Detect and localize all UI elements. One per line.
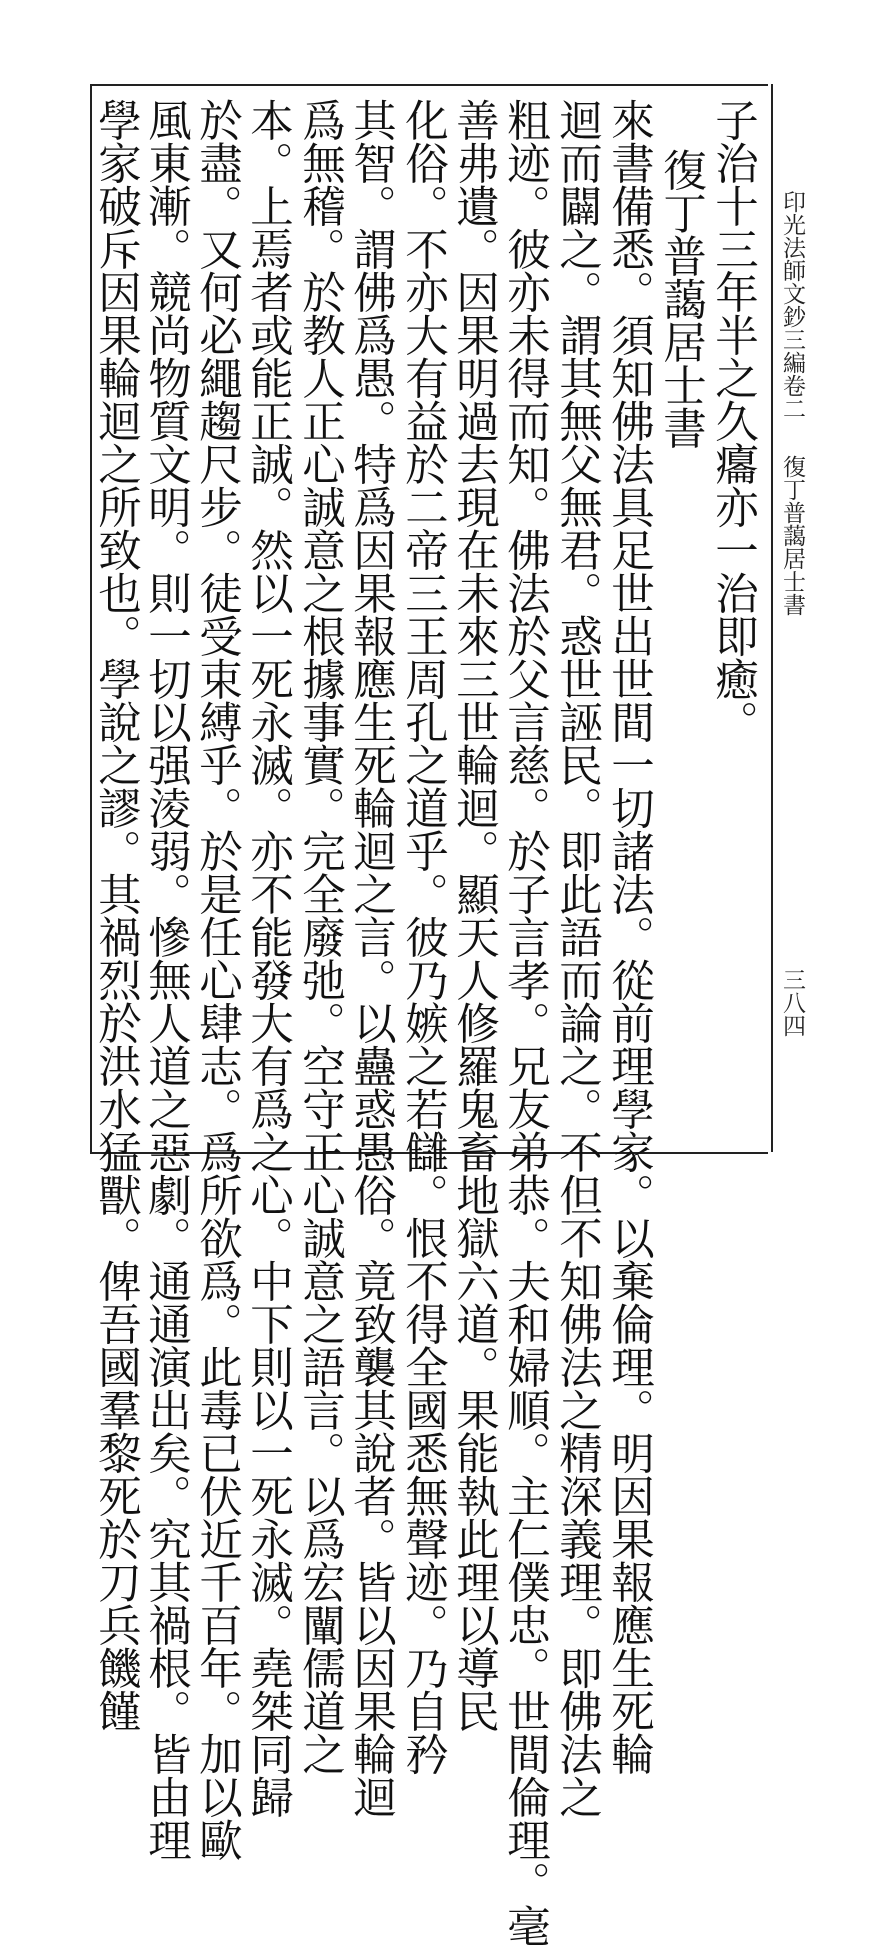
text-column-6: 善弗遺。因果明過去現在未來三世輪迴。顯天人修羅鬼畜地獄六道。果能執此理以導民 [449, 98, 499, 1732]
page-number: 三八四 [779, 968, 805, 1037]
text-column-3: 來書備悉。須知佛法具足世出世間一切諸法。從前理學家。以棄倫理。明因果報應生死輪 [604, 98, 654, 1775]
text-column-10: 本。上焉者或能正誠。然以一死永滅。亦不能發大有爲之心。中下則以一死永滅。堯桀同歸 [243, 98, 293, 1818]
text-column-12: 風東漸。競尚物質文明。則一切以强淩弱。慘無人道之惡劇。通通演出矣。究其禍根。皆由理 [141, 98, 191, 1861]
text-column-13: 學家破斥因果輪迴之所致也。學說之謬。其禍烈於洪水猛獸。俾吾國羣黎死於刀兵饑饉 [91, 98, 141, 1732]
text-column-8: 其智。謂佛爲愚。特爲因果報應生死輪迴之言。以蠱惑愚俗。竟致襲其說者。皆以因果輪迴 [346, 98, 396, 1818]
text-column-5: 粗迹。彼亦未得而知。佛法於父言慈。於子言孝。兄友弟恭。夫和婦順。主仁僕忠。世間倫理。毫 [500, 98, 550, 1947]
margin-rule [771, 84, 773, 1152]
book-title: 印光法師文鈔三編卷二 [779, 190, 805, 420]
section-title: 復丁普藹居士書 [779, 455, 805, 616]
text-column-11: 於盡。又何必繩趨尺步。徒受束縛乎。於是任心肆志。爲所欲爲。此毒已伏近千百年。加以歐 [192, 98, 242, 1861]
text-column-9: 爲無稽。於教人正心誠意之根據事實。完全廢弛。空守正心誠意之語言。以爲宏闡儒道之 [295, 98, 345, 1775]
letter-title: 復丁普藹居士書 [656, 148, 706, 449]
text-column-4: 迴而闢之。謂其無父無君。惑世誣民。即此語而論之。不但不知佛法之精深義理。即佛法之 [552, 98, 602, 1818]
text-column-1: 子治十三年半之久癟亦一治即癒。 [708, 98, 758, 743]
text-column-7: 化俗。不亦大有益於二帝三王周孔之道乎。彼乃嫉之若讎。恨不得全國悉無聲迹。乃自矜 [398, 98, 448, 1775]
